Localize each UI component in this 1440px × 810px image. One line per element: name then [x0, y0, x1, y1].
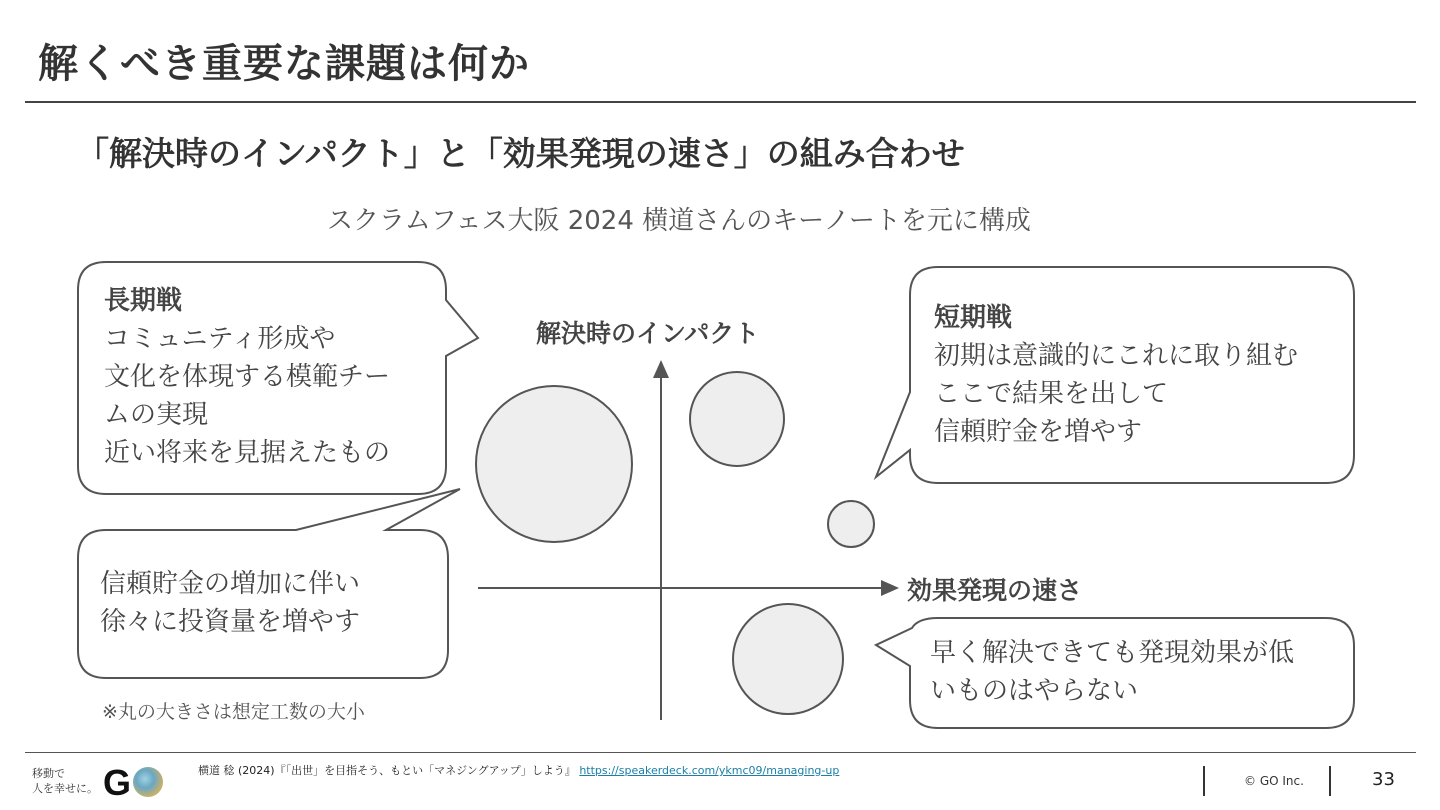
y-axis-label: 解決時のインパクト — [536, 319, 760, 348]
callout-trust — [100, 565, 360, 641]
citation — [198, 762, 839, 778]
callout-short-term-line: 初期は意識的にこれに取り組む — [934, 341, 1299, 371]
circle-large-long-term — [476, 386, 632, 542]
page-number: 33 — [1372, 769, 1395, 790]
copyright: © GO Inc. — [1244, 774, 1304, 788]
slide-subtitle: 「解決時のインパクト」と「効果発現の速さ」の組み合わせ — [76, 134, 965, 173]
callout-low-effect-line: いものはやらない — [930, 676, 1139, 706]
logo-letter-g: G — [103, 764, 132, 800]
callout-trust-line: 信頼貯金の増加に伴い — [100, 569, 361, 599]
footer-separator — [1203, 766, 1205, 796]
callout-short-term-heading: 短期戦 — [934, 303, 1013, 333]
footer-separator — [1329, 766, 1331, 796]
citation-text: 横道 稔 (2024)『「出世」を目指そう、もとい「マネジングアップ」しよう』 — [198, 764, 576, 777]
circle-small-quick — [828, 501, 874, 547]
page-title: 解くべき重要な課題は何か — [38, 41, 530, 87]
logo-tagline — [32, 766, 112, 796]
callout-long-term-line: 近い将来を見据えたもの — [104, 438, 391, 468]
callout-low-effect — [930, 634, 1294, 710]
callout-long-term — [104, 282, 390, 472]
callout-long-term-line: ムの実現 — [104, 400, 209, 430]
callout-trust-line: 徐々に投資量を増やす — [100, 607, 361, 637]
callout-low-effect-line: 早く解決できても発現効果が低 — [930, 638, 1295, 668]
callout-long-term-heading: 長期戦 — [104, 286, 183, 316]
logo-tagline-line: 人を幸せに。 — [32, 782, 98, 795]
callout-short-term-line: ここで結果を出して — [934, 379, 1169, 409]
circle-medium-short-term — [690, 372, 784, 466]
footer-divider — [25, 752, 1416, 753]
citation-link[interactable]: https://speakerdeck.com/ykmc09/managing-up — [579, 764, 840, 777]
callout-long-term-line: 文化を体現する模範チー — [104, 362, 391, 392]
x-axis-label: 効果発現の速さ — [907, 576, 1083, 605]
callout-long-term-line: コミュニティ形成や — [104, 324, 336, 354]
callout-short-term — [934, 299, 1298, 451]
logo-tagline-line: 移動で — [32, 767, 65, 780]
go-logo-icon — [103, 764, 165, 800]
source-note: スクラムフェス大阪 2024 横道さんのキーノートを元に構成 — [327, 206, 1031, 236]
circle-medium-low-effect — [733, 604, 843, 714]
logo-letter-o — [133, 767, 163, 797]
callout-short-term-line: 信頼貯金を増やす — [934, 417, 1143, 447]
size-note: ※丸の大きさは想定工数の大小 — [102, 701, 365, 723]
